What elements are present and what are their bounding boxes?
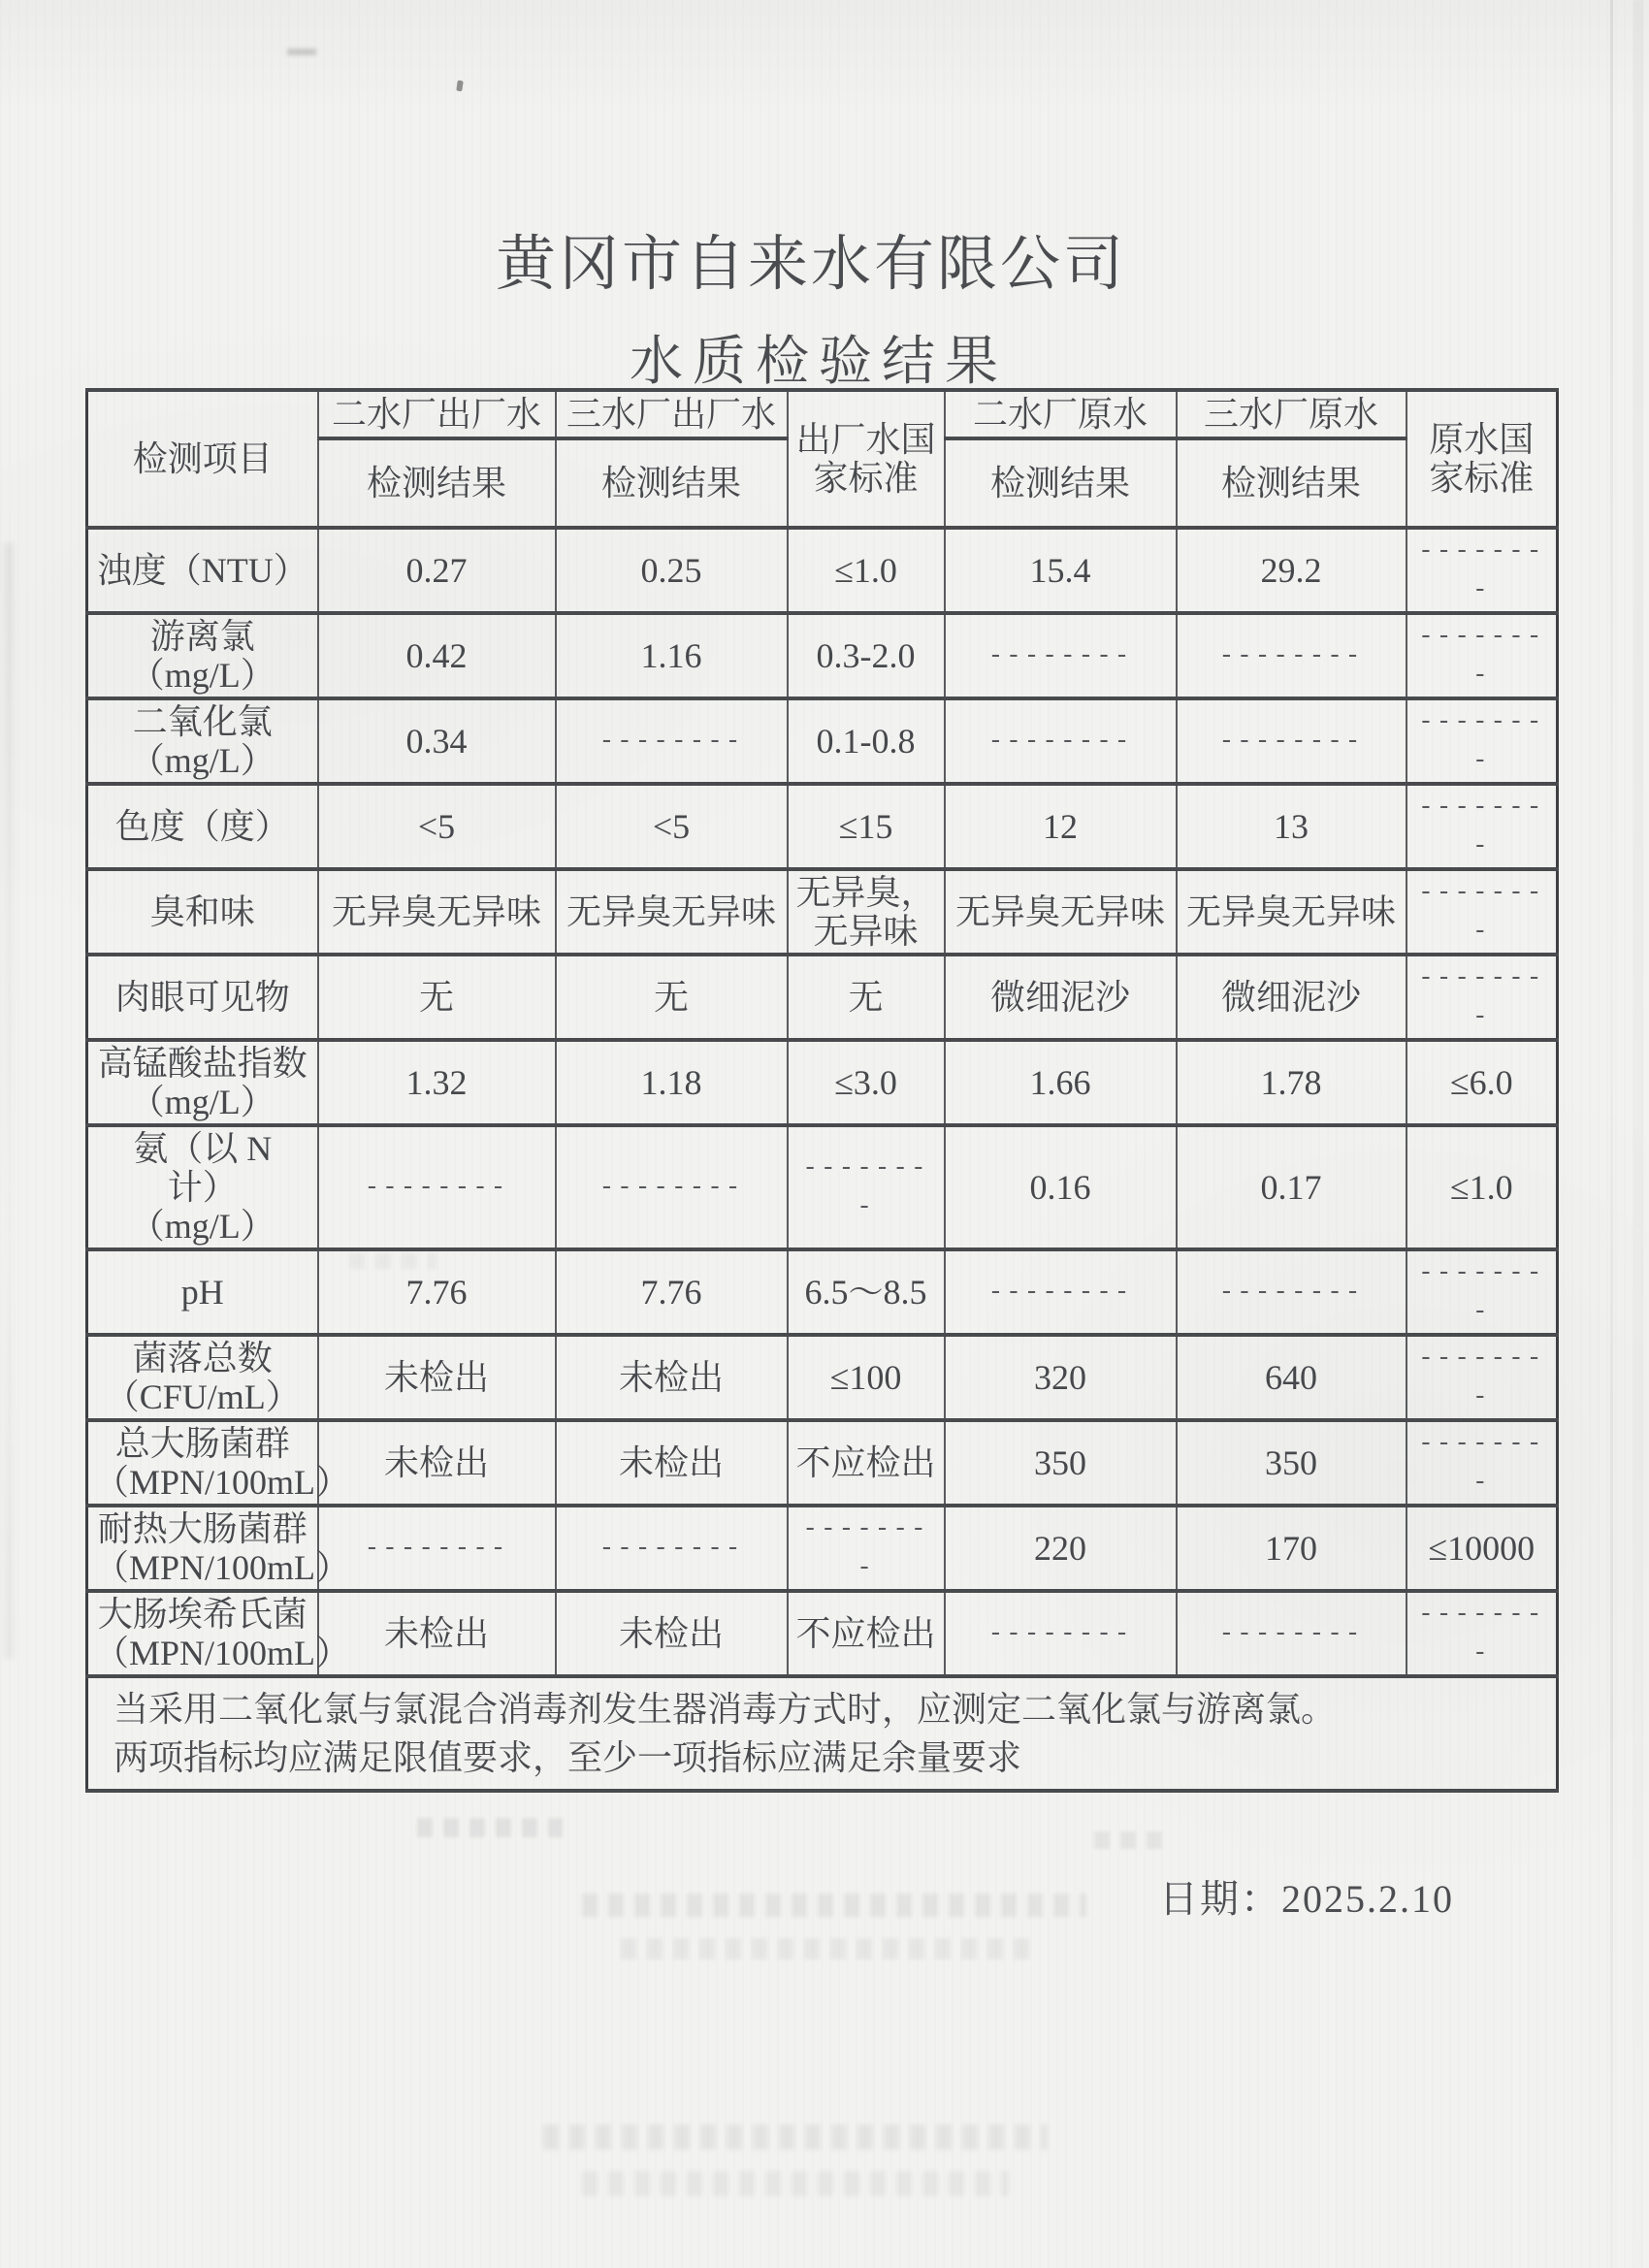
item-label-cell: 臭和味 bbox=[87, 869, 318, 955]
header-plant2-raw: 二水厂原水 bbox=[945, 390, 1177, 438]
header-result-label: 检测结果 bbox=[556, 438, 788, 528]
plant2-out-result-cell: 0.34 bbox=[318, 698, 556, 784]
plant2-raw-result-cell: 220 bbox=[945, 1506, 1177, 1591]
table-row bbox=[87, 1591, 1558, 1676]
table-row bbox=[87, 955, 1558, 1040]
table-row bbox=[87, 613, 1558, 698]
item-label-cell: 游离氯（mg/L） bbox=[87, 613, 318, 698]
table-row bbox=[87, 784, 1558, 869]
raw-standard-cell: -------- bbox=[1406, 869, 1558, 955]
plant3-out-result-cell: 7.76 bbox=[556, 1249, 788, 1335]
plant2-out-result-cell: 0.42 bbox=[318, 613, 556, 698]
header-result-label: 检测结果 bbox=[945, 438, 1177, 528]
plant2-out-result-cell: -------- bbox=[318, 1125, 556, 1249]
plant2-raw-result-cell: 微细泥沙 bbox=[945, 955, 1177, 1040]
footnote-text: 当采用二氧化氯与氯混合消毒剂发生器消毒方式时，应测定二氧化氯与游离氯。 两项指标均应满足限值要求，至少一项指标应满足余量要求 bbox=[87, 1676, 1558, 1791]
out-standard-cell: ≤100 bbox=[788, 1335, 945, 1420]
plant3-out-result-cell: 1.18 bbox=[556, 1040, 788, 1125]
item-label-cell: pH bbox=[87, 1249, 318, 1335]
plant3-raw-result-cell: 0.17 bbox=[1177, 1125, 1406, 1249]
plant2-raw-result-cell: 320 bbox=[945, 1335, 1177, 1420]
plant3-out-result-cell: 未检出 bbox=[556, 1591, 788, 1676]
smudge-artifact bbox=[287, 49, 316, 55]
out-standard-cell: ≤15 bbox=[788, 784, 945, 869]
out-standard-cell: 0.3-2.0 bbox=[788, 613, 945, 698]
plant3-raw-result-cell: 13 bbox=[1177, 784, 1406, 869]
plant2-raw-result-cell: 1.66 bbox=[945, 1040, 1177, 1125]
report-title: 水质检验结果 bbox=[629, 332, 1008, 391]
footnote-row bbox=[87, 1676, 1558, 1791]
out-standard-cell: 不应检出 bbox=[788, 1420, 945, 1506]
plant3-raw-result-cell: -------- bbox=[1177, 1249, 1406, 1335]
table-row bbox=[87, 1125, 1558, 1249]
header-plant2-out: 二水厂出厂水 bbox=[318, 390, 556, 438]
plant2-raw-result-cell: 15.4 bbox=[945, 528, 1177, 613]
out-standard-cell: ≤1.0 bbox=[788, 528, 945, 613]
raw-standard-cell: -------- bbox=[1406, 784, 1558, 869]
plant2-out-result-cell: -------- bbox=[318, 1506, 556, 1591]
plant2-out-result-cell: 0.27 bbox=[318, 528, 556, 613]
company-title: 黄冈市自来水有限公司 bbox=[495, 232, 1126, 298]
water-quality-table-wrapper bbox=[85, 388, 1559, 1793]
plant3-raw-result-cell: 350 bbox=[1177, 1420, 1406, 1506]
plant2-raw-result-cell: 12 bbox=[945, 784, 1177, 869]
plant3-raw-result-cell: 29.2 bbox=[1177, 528, 1406, 613]
plant3-raw-result-cell: 无异臭无异味 bbox=[1177, 869, 1406, 955]
out-standard-cell: 无 bbox=[788, 955, 945, 1040]
plant3-raw-result-cell: -------- bbox=[1177, 1591, 1406, 1676]
bleed-through-artifact bbox=[621, 1938, 1038, 1960]
plant3-raw-result-cell: -------- bbox=[1177, 613, 1406, 698]
plant3-out-result-cell: -------- bbox=[556, 698, 788, 784]
item-label-cell: 高锰酸盐指数 （mg/L） bbox=[87, 1040, 318, 1125]
table-row bbox=[87, 1040, 1558, 1125]
water-quality-table bbox=[85, 388, 1559, 1793]
plant3-out-result-cell: 未检出 bbox=[556, 1335, 788, 1420]
raw-standard-cell: ≤6.0 bbox=[1406, 1040, 1558, 1125]
table-row bbox=[87, 698, 1558, 784]
header-raw-standard: 原水国 家标准 bbox=[1406, 390, 1558, 528]
out-standard-cell: -------- bbox=[788, 1506, 945, 1591]
plant2-out-result-cell: 未检出 bbox=[318, 1420, 556, 1506]
item-label-cell: 氨（以 N 计） （mg/L） bbox=[87, 1125, 318, 1249]
header-row-top bbox=[87, 390, 1558, 438]
scan-edge-streak bbox=[4, 543, 14, 1659]
bleed-through-artifact bbox=[582, 1894, 1086, 1917]
table-row bbox=[87, 1335, 1558, 1420]
raw-standard-cell: -------- bbox=[1406, 955, 1558, 1040]
item-label-cell: 总大肠菌群 （MPN/100mL） bbox=[87, 1420, 318, 1506]
plant2-raw-result-cell: -------- bbox=[945, 613, 1177, 698]
plant3-out-result-cell: -------- bbox=[556, 1506, 788, 1591]
plant3-out-result-cell: 无异臭无异味 bbox=[556, 869, 788, 955]
plant2-out-result-cell: 未检出 bbox=[318, 1335, 556, 1420]
plant2-raw-result-cell: 350 bbox=[945, 1420, 1177, 1506]
plant2-raw-result-cell: 无异臭无异味 bbox=[945, 869, 1177, 955]
plant3-raw-result-cell: 1.78 bbox=[1177, 1040, 1406, 1125]
raw-standard-cell: -------- bbox=[1406, 1249, 1558, 1335]
plant3-out-result-cell: 无 bbox=[556, 955, 788, 1040]
plant3-raw-result-cell: -------- bbox=[1177, 698, 1406, 784]
item-label-cell: 菌落总数 （CFU/mL） bbox=[87, 1335, 318, 1420]
plant3-raw-result-cell: 170 bbox=[1177, 1506, 1406, 1591]
table-row bbox=[87, 1506, 1558, 1591]
item-label-cell: 二氧化氯 （mg/L） bbox=[87, 698, 318, 784]
table-row bbox=[87, 1249, 1558, 1335]
plant3-out-result-cell: 0.25 bbox=[556, 528, 788, 613]
out-standard-cell: ≤3.0 bbox=[788, 1040, 945, 1125]
plant2-raw-result-cell: 0.16 bbox=[945, 1125, 1177, 1249]
plant3-raw-result-cell: 微细泥沙 bbox=[1177, 955, 1406, 1040]
out-standard-cell: 0.1-0.8 bbox=[788, 698, 945, 784]
table-row bbox=[87, 1420, 1558, 1506]
out-standard-cell: 6.5～8.5 bbox=[788, 1249, 945, 1335]
item-label-cell: 色度（度） bbox=[87, 784, 318, 869]
item-label-cell: 浊度（NTU） bbox=[87, 528, 318, 613]
report-date: 日期：2025.2.10 bbox=[1159, 1877, 1454, 1921]
raw-standard-cell: -------- bbox=[1406, 613, 1558, 698]
plant3-out-result-cell: <5 bbox=[556, 784, 788, 869]
plant2-raw-result-cell: -------- bbox=[945, 1249, 1177, 1335]
plant2-out-result-cell: 1.32 bbox=[318, 1040, 556, 1125]
plant2-out-result-cell: 无异臭无异味 bbox=[318, 869, 556, 955]
header-item: 检测项目 bbox=[87, 390, 318, 528]
bleed-through-artifact bbox=[417, 1818, 563, 1837]
out-standard-cell: 不应检出 bbox=[788, 1591, 945, 1676]
header-result-label: 检测结果 bbox=[1177, 438, 1406, 528]
item-label-cell: 大肠埃希氏菌 （MPN/100mL） bbox=[87, 1591, 318, 1676]
header-plant3-raw: 三水厂原水 bbox=[1177, 390, 1406, 438]
item-label-cell: 耐热大肠菌群 （MPN/100mL） bbox=[87, 1506, 318, 1591]
plant3-out-result-cell: 1.16 bbox=[556, 613, 788, 698]
raw-standard-cell: -------- bbox=[1406, 698, 1558, 784]
bleed-through-artifact bbox=[582, 2171, 1009, 2196]
bleed-through-artifact bbox=[543, 2124, 1048, 2150]
plant3-raw-result-cell: 640 bbox=[1177, 1335, 1406, 1420]
table-row bbox=[87, 869, 1558, 955]
item-label-cell: 肉眼可见物 bbox=[87, 955, 318, 1040]
raw-standard-cell: -------- bbox=[1406, 528, 1558, 613]
plant3-out-result-cell: -------- bbox=[556, 1125, 788, 1249]
ink-speck-artifact bbox=[456, 81, 463, 92]
raw-standard-cell: -------- bbox=[1406, 1420, 1558, 1506]
plant2-out-result-cell: 7.76 bbox=[318, 1249, 556, 1335]
header-result-label: 检测结果 bbox=[318, 438, 556, 528]
table-row bbox=[87, 528, 1558, 613]
bleed-through-artifact bbox=[1094, 1831, 1162, 1849]
table-body bbox=[87, 528, 1558, 1676]
plant2-out-result-cell: 无 bbox=[318, 955, 556, 1040]
raw-standard-cell: ≤10000 bbox=[1406, 1506, 1558, 1591]
header-out-standard: 出厂水国 家标准 bbox=[788, 390, 945, 528]
raw-standard-cell: ≤1.0 bbox=[1406, 1125, 1558, 1249]
plant2-raw-result-cell: -------- bbox=[945, 1591, 1177, 1676]
plant2-out-result-cell: <5 bbox=[318, 784, 556, 869]
plant3-out-result-cell: 未检出 bbox=[556, 1420, 788, 1506]
out-standard-cell: 无异臭， 无异味 bbox=[788, 869, 945, 955]
out-standard-cell: -------- bbox=[788, 1125, 945, 1249]
header-plant3-out: 三水厂出厂水 bbox=[556, 390, 788, 438]
plant2-raw-result-cell: -------- bbox=[945, 698, 1177, 784]
plant2-out-result-cell: 未检出 bbox=[318, 1591, 556, 1676]
raw-standard-cell: -------- bbox=[1406, 1335, 1558, 1420]
raw-standard-cell: -------- bbox=[1406, 1591, 1558, 1676]
